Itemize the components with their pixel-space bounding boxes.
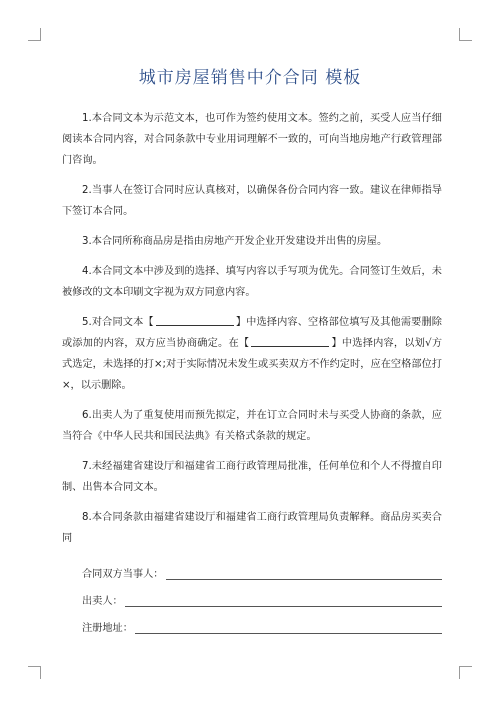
clause-5-part-3: 】中选择内容，以划√方式选定，未选择的打×;对于实际情况未发生或买卖双方不作约定时，应在空格部位打×，以示删除。 [62, 338, 443, 391]
crop-mark-top-left [28, 28, 41, 41]
clause-6: 6.出卖人为了重复使用而预先拟定，并在订立合同时未与买受人协商的条款，应当符合《中华人民共和国民法典》有关格式条款的规定。 [62, 410, 442, 442]
clause-4: 4.本合同文本中涉及到的选择、填写内容以手写项为优先。合同签订生效后，未被修改的文本印刷文字视为双方同意内容。 [62, 266, 442, 298]
crop-mark-bottom-left [28, 666, 41, 679]
field-address-line[interactable] [135, 633, 442, 634]
field-parties [82, 558, 442, 585]
crop-mark-bottom-right [459, 666, 472, 679]
field-address-label: 注册地址： [82, 623, 133, 634]
document-body [62, 108, 442, 639]
clause-2: 2.当事人在签订合同时应认真核对，以确保各份合同内容一致。建议在律师指导下签订本合同。 [62, 185, 442, 217]
field-address [82, 612, 442, 639]
clause-8: 8.本合同条款由福建省建设厅和福建省工商行政管理局负责解释。商品房买卖合同 [62, 512, 442, 544]
clause-1: 1.本合同文本为示范文本，也可作为签约使用文本。签约之前，买受人应当仔细阅读本合同内容，对合同条款中专业用词理解不一致的，可向当地房地产行政管理部门咨询。 [62, 113, 442, 166]
blank-field-1[interactable] [156, 314, 234, 326]
document-title: 城市房屋销售中介合同 模板 [138, 68, 362, 88]
field-parties-label: 合同双方当事人： [82, 569, 164, 580]
clause-3: 3.本合同所称商品房是指由房地产开发企业开发建设并出售的房屋。 [82, 236, 388, 247]
field-seller [82, 585, 442, 612]
field-seller-line[interactable] [125, 606, 442, 607]
clause-7: 7.未经福建省建设厅和福建省工商行政管理局批准，任何单位和个人不得擅自印制、出售本合同文本。 [62, 461, 442, 493]
field-parties-line[interactable] [166, 579, 443, 580]
field-seller-label: 出卖人： [82, 596, 123, 607]
clause-5-part-2: 】中选择内容、空格部位填写及其他需要删除或添加的内容，双方应当协商确定。在【 [62, 317, 442, 349]
crop-mark-top-right [459, 28, 472, 41]
clause-5-part-1: 5.对合同文本【 [82, 317, 154, 328]
clause-5 [62, 312, 442, 396]
blank-field-2[interactable] [251, 335, 329, 347]
